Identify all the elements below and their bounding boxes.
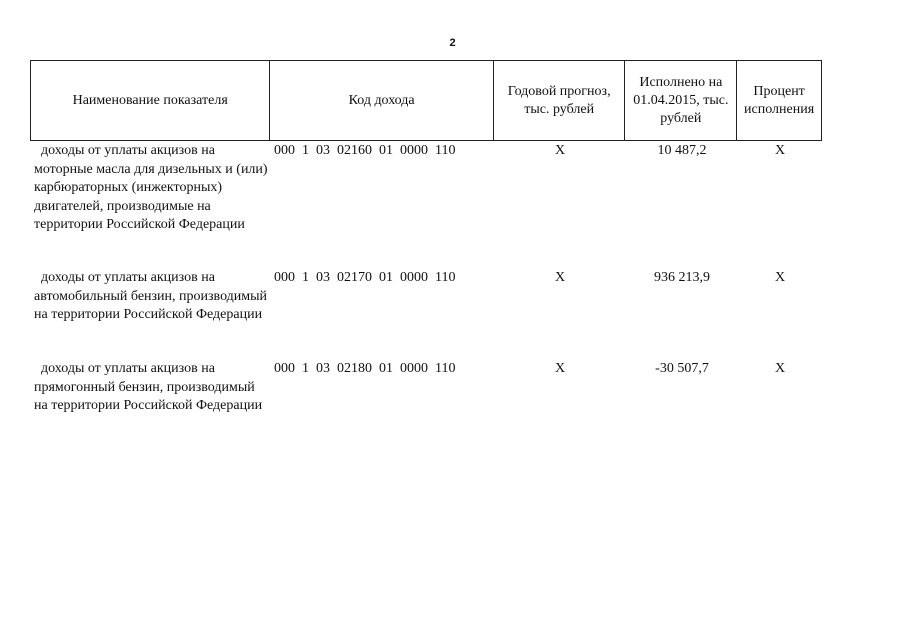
- header-income-code: Код дохода: [270, 61, 493, 140]
- header-execution-percent: Процент исполнения: [744, 83, 815, 117]
- row-execution-percent: X: [774, 361, 786, 376]
- header-indicator-name: Наименование показателя: [31, 61, 270, 140]
- table-row: [30, 269, 822, 325]
- table-row: [30, 142, 822, 235]
- row-executed: 936 213,9: [654, 270, 710, 285]
- row-income-code: 000 1 03 02160 01 0000 110: [274, 143, 456, 158]
- row-indicator-name: доходы от уплаты акцизов на моторные масла для дизельных и (или) карбюраторных (инжекторных) двигателей, производимые на территории Российской Федерации: [34, 143, 268, 232]
- row-executed: -30 507,7: [655, 361, 709, 376]
- row-income-code: 000 1 03 02170 01 0000 110: [274, 270, 456, 285]
- header-annual-forecast: Годовой прогноз, тыс. рублей: [494, 61, 626, 140]
- row-annual-forecast: X: [554, 270, 566, 285]
- page-number: 2: [449, 37, 456, 49]
- row-indicator-name: доходы от уплаты акцизов на прямогонный бензин, производимый на территории Российской Федерации: [34, 361, 263, 413]
- table-header: [30, 60, 822, 141]
- row-execution-percent: X: [774, 143, 786, 158]
- row-indicator-name: доходы от уплаты акцизов на автомобильный бензин, производимый на территории Российской Федерации: [34, 270, 268, 322]
- row-execution-percent: X: [774, 270, 786, 285]
- header-executed: Исполнено на 01.04.2015, тыс. рублей: [625, 61, 737, 140]
- row-annual-forecast: X: [554, 143, 566, 158]
- row-annual-forecast: X: [554, 361, 566, 376]
- row-executed: 10 487,2: [657, 143, 707, 158]
- table-row: [30, 360, 822, 416]
- row-income-code: 000 1 03 02180 01 0000 110: [274, 361, 456, 376]
